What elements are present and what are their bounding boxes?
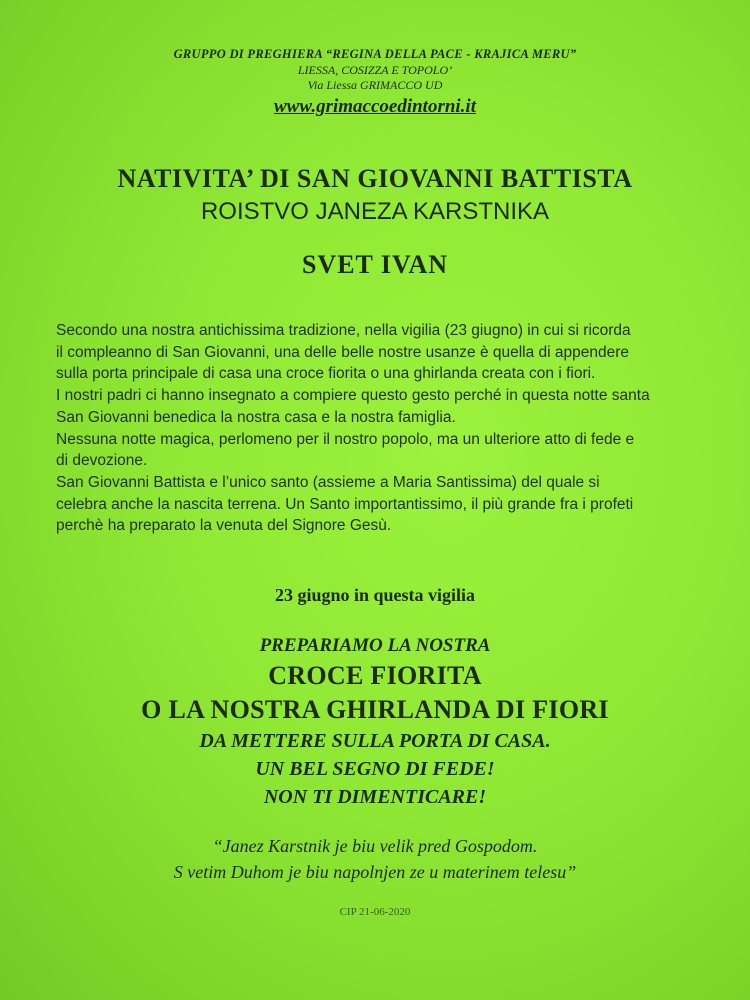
header-block [0, 46, 750, 119]
quote-line-2: S vetim Duhom je biu napolnjen ze u materinem telesu” [173, 862, 577, 882]
footer-code: CIP 21-06-2020 [339, 906, 411, 918]
title-block [0, 163, 750, 281]
quote-block [0, 833, 750, 885]
callout-line-cross: CROCE FIORITA [268, 661, 482, 690]
callout-block [0, 633, 750, 811]
title-svet-ivan: SVET IVAN [301, 250, 449, 279]
callout-line-sign: UN BEL SEGNO DI FEDE! [255, 758, 495, 780]
quote-line-1: “Janez Karstnik je biu velik pred Gospodom. [212, 836, 538, 856]
places-line: LIESSA, COSIZZA E TOPOLO’ [297, 63, 453, 77]
address-line: Via Liessa GRIMACCO UD [307, 78, 443, 92]
vigil-date-heading: 23 giugno in questa vigilia [274, 585, 476, 605]
body-line: celebra anche la nascita terrena. Un Santo importantissimo, il più grande fra i profeti [56, 495, 634, 513]
title-italian: NATIVITA’ DI SAN GIOVANNI BATTISTA [117, 164, 633, 193]
body-line: San Giovanni Battista e l’unico santo (assieme a Maria Santissima) del quale si [56, 473, 600, 491]
callout-line-remember: NON TI DIMENTICARE! [263, 786, 487, 808]
callout-line-prepare: PREPARIAMO LA NOSTRA [259, 635, 491, 656]
callout-line-garland: O LA NOSTRA GHIRLANDA DI FIORI [141, 695, 609, 724]
body-line: di devozione. [56, 452, 148, 470]
body-paragraph [56, 320, 686, 537]
body-line: San Giovanni benedica la nostra casa e la nostra famiglia. [56, 408, 456, 426]
body-line: sulla porta principale di casa una croce fiorita o una ghirlanda creata con i fiori. [56, 365, 596, 383]
body-line: Nessuna notte magica, perlomeno per il nostro popolo, ma un ulteriore atto di fede e [56, 430, 635, 448]
body-line: I nostri padri ci hanno insegnato a compiere questo gesto perché in questa notte santa [56, 387, 650, 405]
website-link[interactable]: www.grimaccoedintorni.it [274, 96, 476, 117]
callout-line-door: DA METTERE SULLA PORTA DI CASA. [199, 730, 551, 752]
title-slovene: ROISTVO JANEZA KARSTNIKA [200, 198, 550, 225]
body-line: perchè ha preparato la venuta del Signore Gesù. [56, 517, 392, 535]
body-line: Secondo una nostra antichissima tradizione, nella vigilia (23 giugno) in cui si ricorda [56, 322, 631, 339]
prayer-group-name: GRUPPO DI PREGHIERA “REGINA DELLA PACE - KRAJICA MERU” [173, 47, 577, 61]
body-line: il compleanno di San Giovanni, una delle belle nostre usanze è quella di appendere [56, 343, 630, 361]
